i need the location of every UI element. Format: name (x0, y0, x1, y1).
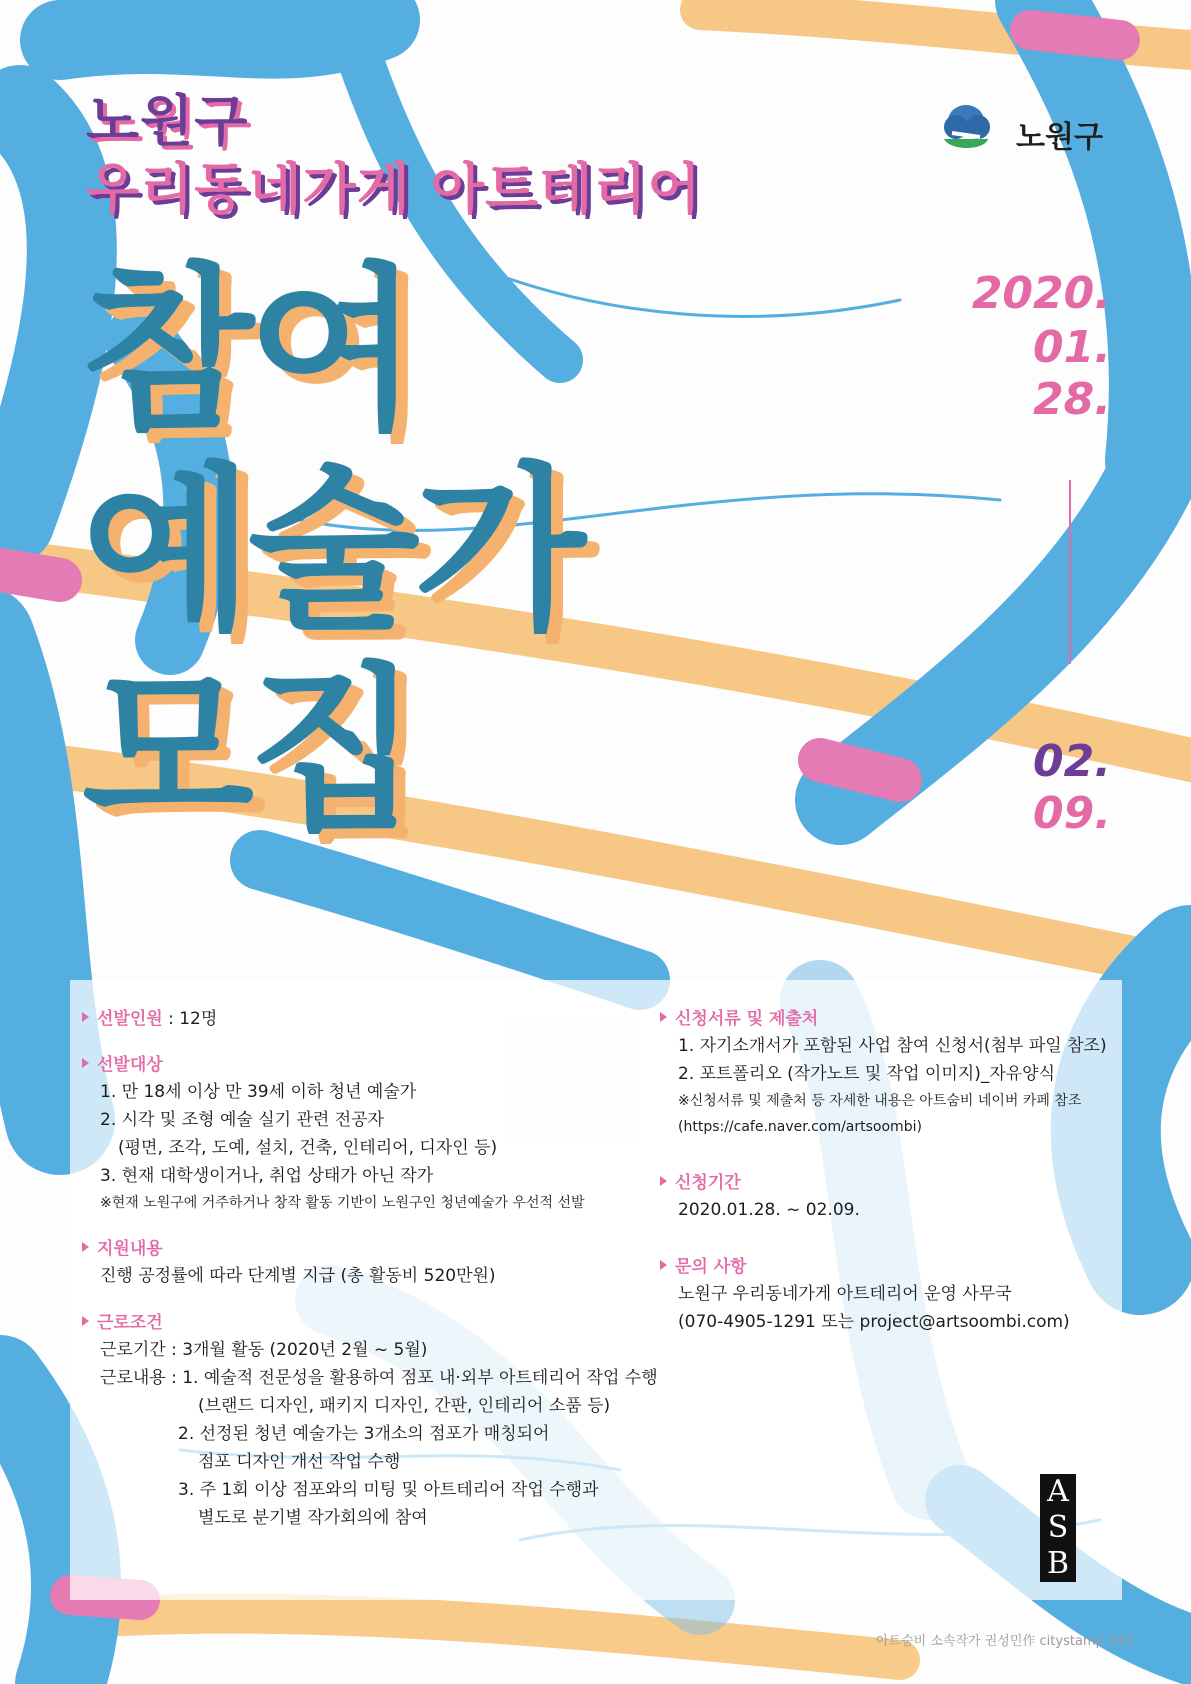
conditions-content: 2. 선정된 청년 예술가는 3개소의 점포가 매칭되어 (178, 1424, 550, 1444)
section-eligibility (82, 1052, 662, 1216)
selection-count-value: : 12명 (162, 1009, 218, 1029)
eligibility-item: (평면, 조각, 도예, 설치, 건축, 인테리어, 디자인 등) (118, 1138, 498, 1158)
documents-url[interactable]: (https://cafe.naver.com/artsoombi) (678, 1119, 922, 1135)
section-heading: 신청기간 (675, 1173, 741, 1193)
eligibility-item: 1. 만 18세 이상 만 39세 이하 청년 예술가 (100, 1082, 417, 1102)
conditions-content: 점포 디자인 개선 작업 수행 (198, 1452, 401, 1472)
date-start-day: 28. (1033, 374, 1111, 425)
contact-details[interactable]: (070-4905-1291 또는 project@artsoombi.com) (678, 1312, 1070, 1332)
section-selection-count (82, 1006, 662, 1032)
conditions-content: 근로내용 : 1. 예술적 전문성을 활용하여 점포 내·외부 아트테리어 작업 수행 (100, 1368, 658, 1388)
section-conditions (82, 1310, 662, 1532)
logo-text: 노원구 (1016, 120, 1103, 155)
eligibility-note: ※현재 노원구에 거주하거나 창작 활동 기반이 노원구인 청년예술가 우선적 선발 (100, 1195, 585, 1211)
section-heading: 문의 사항 (675, 1257, 747, 1277)
eligibility-item: 2. 시각 및 조형 예술 실기 관련 전공자 (100, 1110, 384, 1130)
documents-item: 1. 자기소개서가 포함된 사업 참여 신청서(첨부 파일 참조) (678, 1036, 1107, 1056)
conditions-content: 3. 주 1회 이상 점포와의 미팅 및 아트테리어 작업 수행과 (178, 1480, 599, 1500)
eligibility-item: 3. 현재 대학생이거나, 취업 상태가 아닌 작가 (100, 1166, 434, 1186)
section-period (660, 1170, 1120, 1224)
contact-office: 노원구 우리동네가게 아트테리어 운영 사무국 (678, 1284, 1012, 1304)
date-start-month: 01. (1033, 322, 1111, 373)
section-heading: 신청서류 및 제출처 (675, 1009, 819, 1029)
info-right-column (660, 1006, 1120, 1356)
asb-logo (1040, 1474, 1076, 1582)
arrow-icon (660, 1176, 667, 1186)
headline-participation: 참여 (82, 247, 414, 454)
arrow-icon (82, 1316, 89, 1326)
section-heading: 선발대상 (97, 1055, 163, 1075)
section-support (82, 1236, 662, 1290)
section-heading: 선발인원 (97, 1009, 163, 1029)
organization-title: 노원구 (86, 89, 249, 153)
arrow-icon (82, 1012, 89, 1022)
program-title: 우리동네가게 아트테리어 (86, 157, 702, 221)
period-text: 2020.01.28. ~ 02.09. (678, 1200, 860, 1220)
section-heading: 지원내용 (97, 1239, 163, 1259)
documents-note: ※신청서류 및 제출처 등 자세한 내용은 아트숨비 네이버 카페 참조 (678, 1093, 1082, 1109)
headline-recruitment: 모집 (82, 647, 414, 854)
info-left-column (82, 1006, 662, 1552)
conditions-content: (브랜드 디자인, 패키지 디자인, 간판, 인테리어 소품 등) (198, 1396, 611, 1416)
asb-letter: S (1047, 1510, 1069, 1545)
support-text: 진행 공정률에 따라 단계별 지급 (총 활동비 520만원) (100, 1266, 496, 1286)
asb-letter: A (1047, 1474, 1069, 1509)
conditions-content: 별도로 분기별 작가회의에 참여 (198, 1508, 428, 1528)
arrow-icon (82, 1242, 89, 1252)
date-end-day: 09. (1033, 788, 1111, 839)
conditions-period: 근로기간 : 3개월 활동 (2020년 2월 ~ 5월) (100, 1340, 428, 1360)
arrow-icon (82, 1058, 89, 1068)
section-heading: 근로조건 (97, 1313, 163, 1333)
section-contact (660, 1254, 1120, 1336)
headline-artist: 예술가 (82, 447, 580, 654)
documents-item: 2. 포트폴리오 (작가노트 및 작업 이미지)_자유양식 (678, 1064, 1056, 1084)
date-end-month: 02. (1033, 736, 1111, 787)
section-documents (660, 1006, 1120, 1140)
date-year: 2020. (971, 268, 1111, 319)
arrow-icon (660, 1260, 667, 1270)
asb-letter: B (1046, 1546, 1070, 1581)
artwork-credit: 아트숨비 소속작가 권성민作 citystamp #01 (876, 1634, 1136, 1649)
arrow-icon (660, 1012, 667, 1022)
date-divider (1069, 480, 1071, 664)
